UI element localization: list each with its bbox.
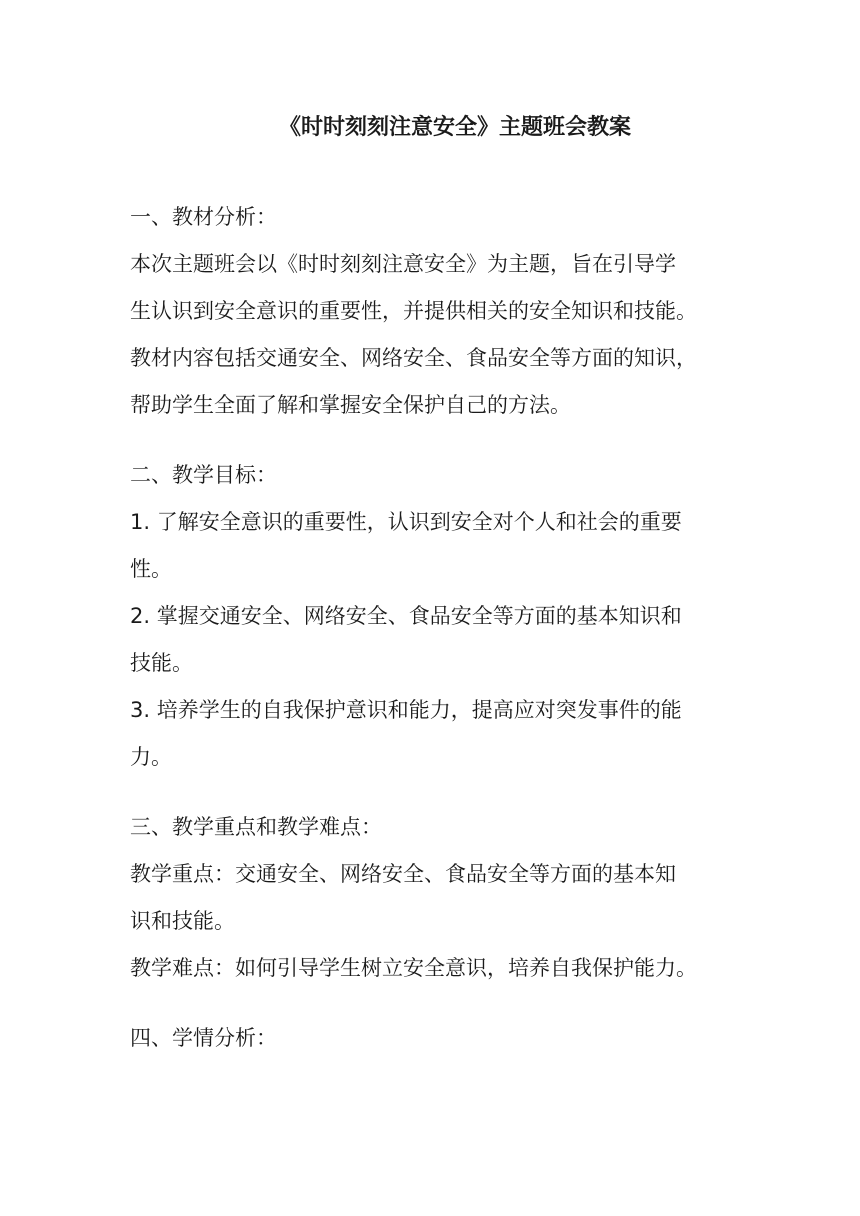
section-heading: 三、教学重点和教学难点： [130, 815, 382, 839]
paragraph-line: 3. 培养学生的自我保护意识和能力，提高应对突发事件的能 [130, 698, 682, 722]
paragraph-line: 2. 掌握交通安全、网络安全、食品安全等方面的基本知识和 [130, 604, 682, 628]
section-heading: 一、教材分析： [130, 205, 277, 229]
paragraph-line: 教材内容包括交通安全、网络安全、食品安全等方面的知识， [130, 346, 697, 370]
paragraph-line: 本次主题班会以《时时刻刻注意安全》为主题，旨在引导学 [130, 252, 676, 276]
document-title: 《时时刻刻注意安全》主题班会教案 [278, 115, 631, 140]
paragraph-line: 教学难点：如何引导学生树立安全意识，培养自我保护能力。 [130, 956, 697, 980]
section-textbook-analysis [130, 200, 750, 423]
paragraph-line: 力。 [130, 745, 172, 769]
paragraph-line: 识和技能。 [130, 909, 235, 933]
section-heading: 四、学情分析： [130, 1026, 277, 1050]
paragraph-line: 生认识到安全意识的重要性，并提供相关的安全知识和技能。 [130, 299, 697, 323]
section-student-analysis [130, 1021, 750, 1056]
paragraph-line: 教学重点：交通安全、网络安全、食品安全等方面的基本知 [130, 862, 676, 886]
paragraph-line: 1. 了解安全意识的重要性，认识到安全对个人和社会的重要 [130, 510, 682, 534]
paragraph-line: 帮助学生全面了解和掌握安全保护自己的方法。 [130, 393, 571, 417]
section-key-points [130, 810, 750, 986]
section-heading: 二、教学目标： [130, 463, 277, 487]
document-body [130, 200, 750, 1091]
paragraph-line: 技能。 [130, 651, 193, 675]
paragraph-line: 性。 [130, 557, 172, 581]
section-teaching-goals [130, 458, 750, 775]
